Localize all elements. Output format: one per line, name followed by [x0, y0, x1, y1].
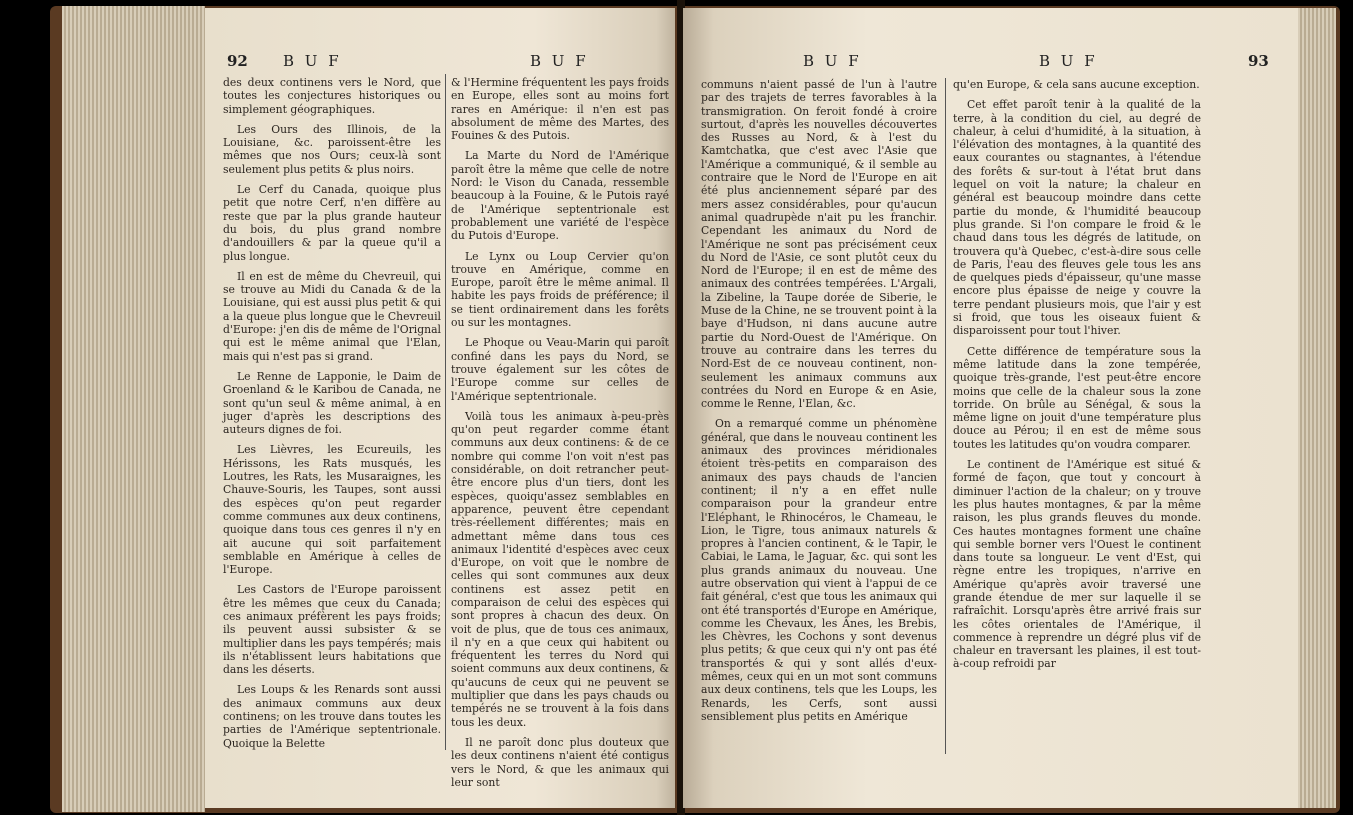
page-number: 93 — [1248, 52, 1269, 70]
paragraph: On a remarqué comme un phénomène général, que dans le nouveau continent les animaux des provinces méridionales étoient très-petits en comparaison des animaux des pays chauds de l'ancien continent; il n'y a en effet nulle comparaison pour la grandeur entre l'Eléphant, le Rhinocéros, le Chameau, le Lion, le Tigre, tous animaux naturels & propres à l'ancien continent, & le Tapir, le Cabiai, le Lama, le Jaguar, &c. qui sont les plus grands animaux du nouveau. Une autre observation qui vient à l'appui de ce fait général, c'est que tous les animaux qui ont été transportés d'Europe en Amérique, comme les Chevaux, les Ânes, les Brebis, les Chèvres, les Cochons y sont devenus plus petits; & que ceux qui n'y ont pas été transportés & qui y sont allés d'eux-mêmes, ceux qui en un mot sont communs aux deux continens, tels que les Loups, les Renards, les Cerfs, sont aussi sensiblement plus petits en Amérique — [701, 417, 937, 723]
running-header: B U F — [530, 52, 589, 70]
paragraph: Le Cerf du Canada, quoique plus petit que notre Cerf, n'en diffère au reste que par la plus grande hauteur du bois, du plus grand nombre d'andouillers & par la queue qu'il a plus longue. — [223, 183, 441, 263]
paragraph: Le continent de l'Amérique est situé & formé de façon, que tout y concourt à diminuer l'action de la chaleur; on y trouve les plus hautes montagnes, & par la même raison, les plus grands fleuves du monde. Ces hautes montagnes forment une chaîne qui semble borner vers l'Ouest le continent dans toute sa longueur. Le vent d'Est, qui règne entre les tropiques, n'arrive en Amérique qu'après avoir traversé une grande étendue de mer sur laquelle il se rafraîchit. Lorsqu'après être arrivé frais sur les côtes orientales de l'Amérique, il commence à reprendre un dégré plus vif de chaleur en traversant les plaines, il est tout-à-coup refroidi par — [953, 458, 1201, 671]
paragraph: Voilà tous les animaux à-peu-près qu'on peut regarder comme étant communs aux deux continens: & de ce nombre qui comme l'on voit n'est pas considérable, on doit retrancher peut-être encore plus d'un tiers, dont les espèces, quoiqu'assez semblables en apparence, peuvent être cependant très-réellement différentes; mais en admettant même dans tous ces animaux l'identité d'espèces avec ceux d'Europe, on voit que le nombre de celles qui sont communes aux deux continens est assez petit en comparaison de celui des espèces qui sont propres à chacun des deux. On voit de plus, que de tous ces animaux, il n'y en a que ceux qui habitent ou fréquentent les terres du Nord qui soient communs aux deux continens, & qu'aucuns de ceux qui ne peuvent se multiplier que dans les pays chauds ou tempérés ne se trouvent à la fois dans tous les deux. — [451, 409, 669, 729]
paragraph: Il ne paroît donc plus douteux que les deux continens n'aient été contigus vers le Nord, & que les animaux qui leur sont — [451, 735, 669, 789]
running-header: B U F — [283, 52, 342, 70]
running-header: B U F — [803, 52, 862, 70]
paragraph: Le Phoque ou Veau-Marin qui paroît confiné dans les pays du Nord, se trouve également sur les côtes de l'Europe comme sur celles de l'Amérique septentrionale. — [451, 336, 669, 403]
paragraph: des deux continens vers le Nord, que toutes les conjectures historiques ou simplement géographiques. — [223, 76, 441, 116]
text-column-left — [223, 76, 441, 757]
left-page — [205, 8, 675, 808]
text-column-left — [701, 78, 937, 730]
paragraph: Cet effet paroît tenir à la qualité de la terre, à la condition du ciel, au degré de chaleur, à celui d'humidité, à la situation, à l'élévation des montagnes, à la quantité des eaux courantes ou stagnantes, à l'étendue des forêts & sur-tout à l'état brut dans lequel on voit la nature; la chaleur en général est beaucoup moindre dans cette partie du monde, & l'humidité beaucoup plus grande. Si l'on compare le froid & le chaud dans tous les dégrés de latitude, on trouvera qu'à Quebec, c'est-à-dire sous celle de Paris, l'eau des fleuves gele tous les ans de quelques pieds d'épaisseur, qu'une masse encore plus épaisse de neige y couvre la terre pendant plusieurs mois, que l'air y est si froid, que tous les oiseaux fuient & disparoissent pour tout l'hiver. — [953, 98, 1201, 338]
paragraph: La Marte du Nord de l'Amérique paroît être la même que celle de notre Nord: le Vison du Canada, ressemble beaucoup à la Fouine, & le Putois rayé de l'Amérique septentrionale est probablement une variété de l'espèce du Putois d'Europe. — [451, 149, 669, 243]
paragraph: qu'en Europe, & cela sans aucune exception. — [953, 78, 1200, 91]
column-rule — [945, 78, 946, 754]
paragraph: Le Lynx ou Loup Cervier qu'on trouve en Amérique, comme en Europe, paroît être le même animal. Il habite les pays froids de préférence; il se tient ordinairement dans les forêts ou sur les montagnes. — [451, 249, 669, 330]
paragraph: Cette différence de température sous la même latitude dans la zone tempérée, quoique très-grande, l'est peut-être encore moins que celle de la chaleur sous la zone torride. On brûle au Sénégal, & sous la même ligne on jouit d'une température plus douce au Pérou; il en est de même sous toutes les latitudes qu'on voudra comparer. — [953, 344, 1201, 451]
text-column-right — [451, 76, 669, 796]
page-number: 92 — [227, 52, 248, 70]
right-page — [683, 8, 1298, 808]
running-header: B U F — [1039, 52, 1098, 70]
paragraph: communs n'aient passé de l'un à l'autre par des trajets de terres favorables à la transmigration. On feroit fondé à croire surtout, d'après les nouvelles découvertes des Russes au Nord, & à l'est du Kamtchatka, que c'est avec l'Asie que l'Amérique a communiqué, & il semble au contraire que le Nord de l'Europe en ait été plus anciennement séparé par des mers assez considérables, pour qu'aucun animal quadrupède n'ait pu les franchir. Cependant les animaux du Nord de l'Amérique ne sont pas précisément ceux du Nord de l'Asie, ce sont plutôt ceux du Nord de l'Europe; il en est de même des animaux des contrées tempérées. L'Argali, la Zibeline, la Taupe dorée de Siberie, le Muse de la Chine, ne se trouvent point à la baye d'Hudson, ni dans aucune autre partie du Nord-Ouest de l'Amérique. On trouve au contraire dans les terres du Nord-Est de ce nouveau continent, non-seulement les animaux communs aux contrées du Nord en Europe & en Asie, comme le Renne, l'Elan, &c. — [701, 78, 937, 411]
paragraph: Les Ours des Illinois, de la Louisiane, &c. paroissent-être les mêmes que nos Ours; ceux-là sont seulement plus petits & plus noirs. — [223, 122, 441, 176]
column-rule — [445, 74, 446, 750]
right-page-stack — [1298, 8, 1336, 808]
left-page-stack — [62, 6, 205, 812]
paragraph: Il en est de même du Chevreuil, qui se trouve au Midi du Canada & de la Louisiane, qui est aussi plus petit & qui a la queue plus longue que le Chevreuil d'Europe: j'en dis de même de l'Orignal qui est le même animal que l'Elan, mais qui n'est pas si grand. — [223, 269, 441, 363]
paragraph: & l'Hermine fréquentent les pays froids en Europe, elles sont au moins fort rares en Amérique: il n'en est pas absolument de même des Martes, des Fouines & des Putois. — [451, 76, 669, 143]
paragraph: Le Renne de Lapponie, le Daim de Groenland & le Karibou de Canada, ne sont qu'un seul & même animal, à en juger d'après les descriptions des auteurs dignes de foi. — [223, 369, 441, 437]
text-column-right — [953, 78, 1201, 678]
paragraph: Les Castors de l'Europe paroissent être les mêmes que ceux du Canada; ces animaux préfèrent les pays froids; ils peuvent aussi subsister & se multiplier dans les pays tempérés; mais ils n'établissent leurs habitations que dans les déserts. — [223, 583, 441, 677]
paragraph: Les Loups & les Renards sont aussi des animaux communs aux deux continens; on les trouve dans toutes les parties de l'Amérique septentrionale. Quoique la Belette — [223, 683, 441, 750]
paragraph: Les Lièvres, les Ecureuils, les Hérissons, les Rats musqués, les Loutres, les Rats, les Musaraignes, les Chauve-Souris, les Taupes, sont aussi des espèces qu'on peut regarder comme communes aux deux continens, quoique dans tous ces genres il n'y en ait aucune qui soit parfaitement semblable en Amérique à celles de l'Europe. — [223, 443, 441, 577]
